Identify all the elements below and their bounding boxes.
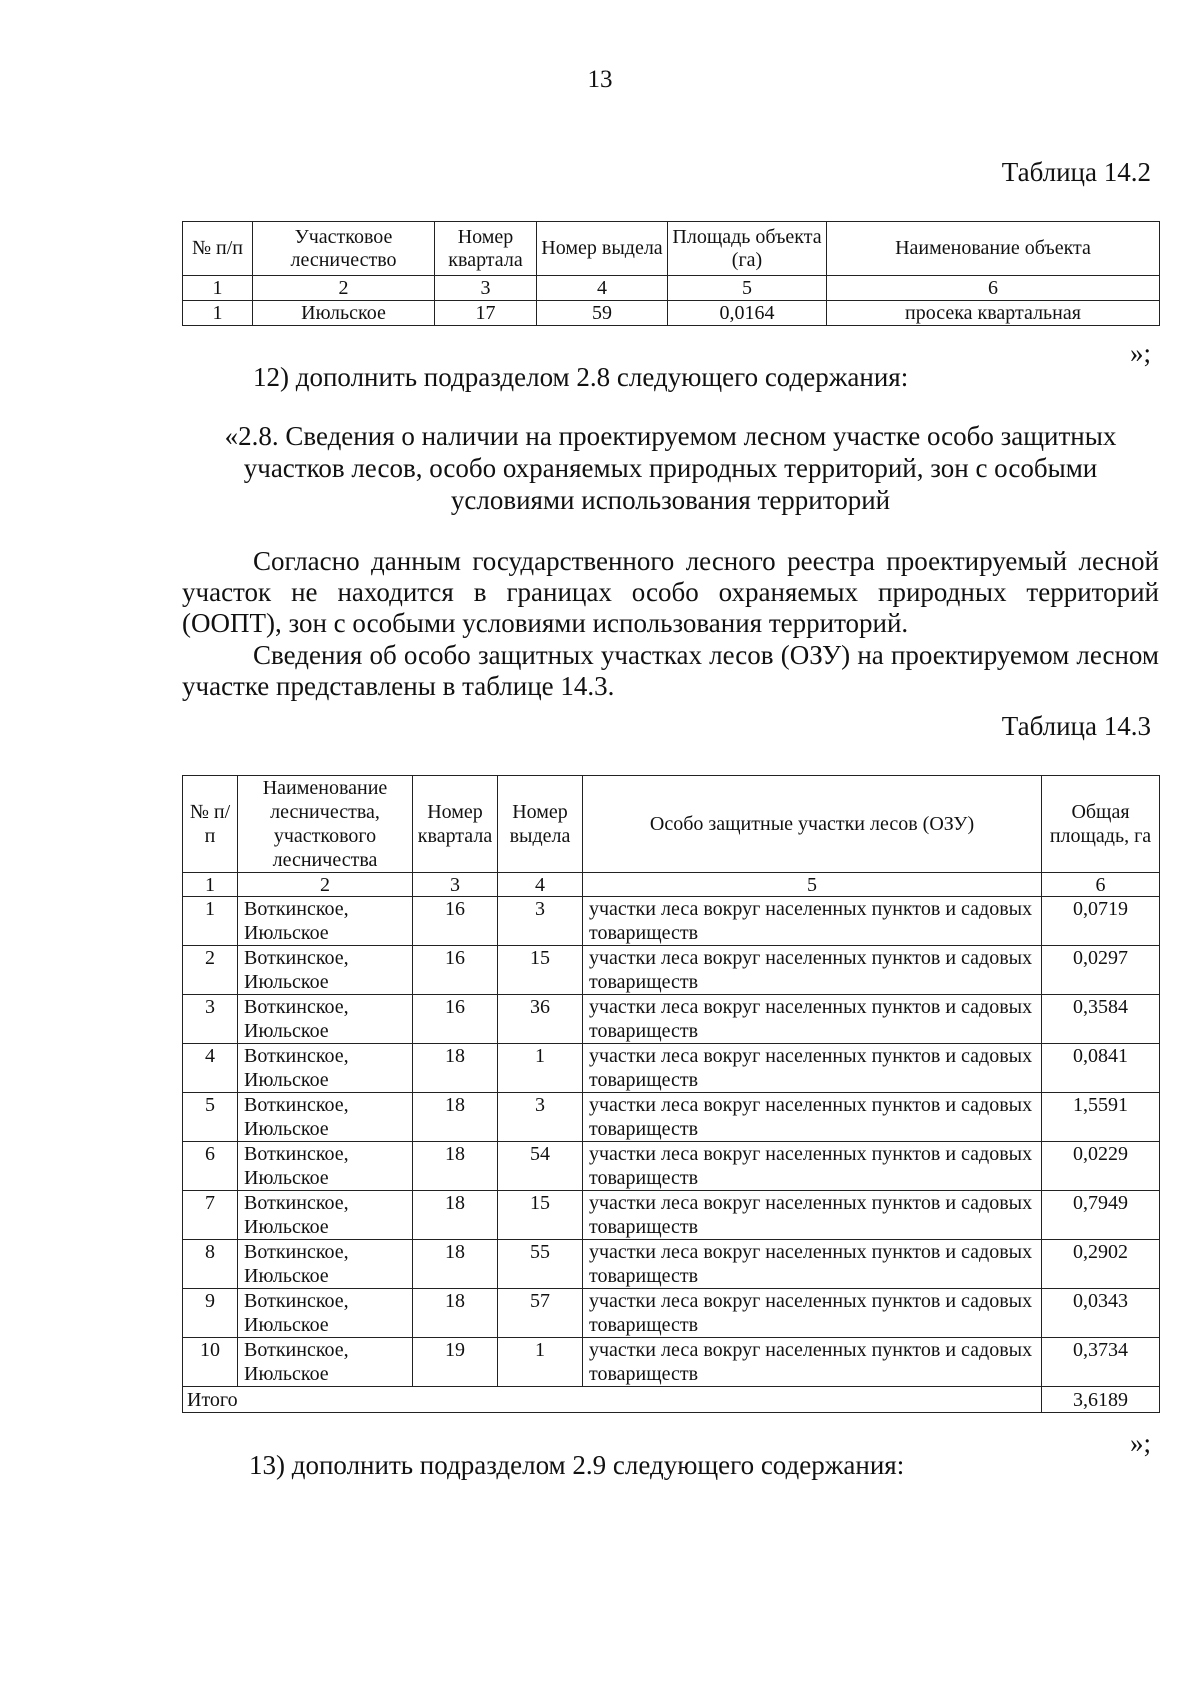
forestry-name: Июльское [253, 301, 435, 326]
ozu-category: участки леса вокруг населенных пунктов и садовых товариществ [583, 1289, 1042, 1338]
table-row [183, 1093, 1160, 1142]
allotment-number: 54 [498, 1142, 583, 1191]
allotment-number: 3 [498, 897, 583, 946]
table-row [183, 301, 1160, 326]
column-number: 3 [435, 276, 537, 301]
forestry-name: Воткинское, Июльское [238, 995, 413, 1044]
column-number-row [183, 873, 1160, 897]
page-number: 13 [587, 66, 613, 93]
allotment-number: 1 [498, 1044, 583, 1093]
quarter-number: 18 [413, 1289, 498, 1338]
header-cell: Общая площадь, га [1042, 776, 1160, 873]
total-value: 3,6189 [1042, 1387, 1160, 1413]
header-cell: Особо защитные участки лесов (ОЗУ) [583, 776, 1042, 873]
quarter-number: 18 [413, 1093, 498, 1142]
amendment-item-13: 13) дополнить подразделом 2.9 следующего содержания: [249, 1450, 905, 1480]
quarter-number: 19 [413, 1338, 498, 1387]
ozu-category: участки леса вокруг населенных пунктов и садовых товариществ [583, 1240, 1042, 1289]
total-area: 0,0229 [1042, 1142, 1160, 1191]
closing-quote-mark: »; [1129, 338, 1151, 368]
table-14-3-caption: Таблица 14.3 [1001, 711, 1151, 741]
row-number: 1 [183, 301, 253, 326]
forestry-name: Воткинское, Июльское [238, 1191, 413, 1240]
table-14-2 [182, 221, 1160, 326]
row-number: 5 [183, 1093, 238, 1142]
table-row [183, 1142, 1160, 1191]
row-number: 10 [183, 1338, 238, 1387]
table-header-row [183, 776, 1160, 873]
header-cell: Номер квартала [435, 222, 537, 276]
header-cell: № п/п [183, 222, 253, 276]
ozu-category: участки леса вокруг населенных пунктов и садовых товариществ [583, 1338, 1042, 1387]
forestry-name: Воткинское, Июльское [238, 1044, 413, 1093]
forestry-name: Воткинское, Июльское [238, 1093, 413, 1142]
allotment-number: 15 [498, 1191, 583, 1240]
forestry-name: Воткинское, Июльское [238, 1142, 413, 1191]
allotment-number: 3 [498, 1093, 583, 1142]
object-name: просека квартальная [827, 301, 1160, 326]
header-cell: Номер выдела [498, 776, 583, 873]
total-area: 0,0719 [1042, 897, 1160, 946]
column-number: 2 [238, 873, 413, 897]
column-number: 4 [498, 873, 583, 897]
quarter-number: 16 [413, 897, 498, 946]
table-header-row [183, 222, 1160, 276]
section-2-8-paragraph-2: Сведения об особо защитных участках лесов (ОЗУ) на проектируемом лесном участке представлены в таблице 14.3. [182, 640, 1159, 701]
row-number: 3 [183, 995, 238, 1044]
quarter-number: 18 [413, 1191, 498, 1240]
ozu-category: участки леса вокруг населенных пунктов и садовых товариществ [583, 1044, 1042, 1093]
forestry-name: Воткинское, Июльское [238, 1289, 413, 1338]
total-area: 0,0841 [1042, 1044, 1160, 1093]
column-number: 1 [183, 276, 253, 301]
table-row [183, 1191, 1160, 1240]
total-area: 0,0343 [1042, 1289, 1160, 1338]
total-area: 0,3584 [1042, 995, 1160, 1044]
forestry-name: Воткинское, Июльское [238, 1240, 413, 1289]
allotment-number: 59 [537, 301, 668, 326]
row-number: 6 [183, 1142, 238, 1191]
column-number: 6 [1042, 873, 1160, 897]
column-number: 5 [583, 873, 1042, 897]
closing-quote-mark: »; [1129, 1428, 1151, 1458]
section-2-8-heading: «2.8. Сведения о наличии на проектируемом лесном участке особо защитных участков лесов, особо охраняемых природных территорий, зон с особыми условиями использования территорий [224, 421, 1117, 515]
header-cell: № п/п [183, 776, 238, 873]
column-number: 4 [537, 276, 668, 301]
allotment-number: 57 [498, 1289, 583, 1338]
total-area: 0,3734 [1042, 1338, 1160, 1387]
table-row [183, 995, 1160, 1044]
allotment-number: 15 [498, 946, 583, 995]
row-number: 2 [183, 946, 238, 995]
allotment-number: 36 [498, 995, 583, 1044]
row-number: 1 [183, 897, 238, 946]
quarter-number: 18 [413, 1044, 498, 1093]
column-number: 6 [827, 276, 1160, 301]
quarter-number: 18 [413, 1142, 498, 1191]
ozu-category: участки леса вокруг населенных пунктов и садовых товариществ [583, 1093, 1042, 1142]
section-2-8-paragraph-1: Согласно данным государственного лесного реестра проектируемый лесной участок не находится в границах особо охраняемых природных территорий (ООПТ), зон с особыми условиями использования территорий. [182, 546, 1159, 638]
quarter-number: 18 [413, 1240, 498, 1289]
forestry-name: Воткинское, Июльское [238, 897, 413, 946]
total-area: 0,2902 [1042, 1240, 1160, 1289]
header-cell: Наименование объекта [827, 222, 1160, 276]
table-row [183, 1044, 1160, 1093]
total-label: Итого [183, 1387, 1042, 1413]
quarter-number: 17 [435, 301, 537, 326]
header-cell: Участковое лесничество [253, 222, 435, 276]
total-area: 0,7949 [1042, 1191, 1160, 1240]
header-cell: Номер квартала [413, 776, 498, 873]
ozu-category: участки леса вокруг населенных пунктов и садовых товариществ [583, 1191, 1042, 1240]
row-number: 8 [183, 1240, 238, 1289]
table-row [183, 1240, 1160, 1289]
header-cell: Площадь объекта (га) [668, 222, 827, 276]
table-row [183, 897, 1160, 946]
table-row [183, 1338, 1160, 1387]
ozu-category: участки леса вокруг населенных пунктов и садовых товариществ [583, 897, 1042, 946]
total-area: 0,0297 [1042, 946, 1160, 995]
row-number: 4 [183, 1044, 238, 1093]
amendment-item-12: 12) дополнить подразделом 2.8 следующего содержания: [253, 362, 909, 392]
header-cell: Наименование лесничества, участкового лесничества [238, 776, 413, 873]
ozu-category: участки леса вокруг населенных пунктов и садовых товариществ [583, 946, 1042, 995]
total-area: 1,5591 [1042, 1093, 1160, 1142]
table-14-2-caption: Таблица 14.2 [1001, 157, 1151, 187]
quarter-number: 16 [413, 995, 498, 1044]
table-row [183, 1289, 1160, 1338]
table-row [183, 946, 1160, 995]
row-number: 7 [183, 1191, 238, 1240]
header-cell: Номер выдела [537, 222, 668, 276]
forestry-name: Воткинское, Июльское [238, 946, 413, 995]
column-number: 3 [413, 873, 498, 897]
table-14-3 [182, 775, 1160, 1413]
total-row [183, 1387, 1160, 1413]
forestry-name: Воткинское, Июльское [238, 1338, 413, 1387]
ozu-category: участки леса вокруг населенных пунктов и садовых товариществ [583, 995, 1042, 1044]
allotment-number: 55 [498, 1240, 583, 1289]
ozu-category: участки леса вокруг населенных пунктов и садовых товариществ [583, 1142, 1042, 1191]
allotment-number: 1 [498, 1338, 583, 1387]
column-number: 5 [668, 276, 827, 301]
quarter-number: 16 [413, 946, 498, 995]
column-number-row [183, 276, 1160, 301]
column-number: 2 [253, 276, 435, 301]
object-area: 0,0164 [668, 301, 827, 326]
column-number: 1 [183, 873, 238, 897]
row-number: 9 [183, 1289, 238, 1338]
